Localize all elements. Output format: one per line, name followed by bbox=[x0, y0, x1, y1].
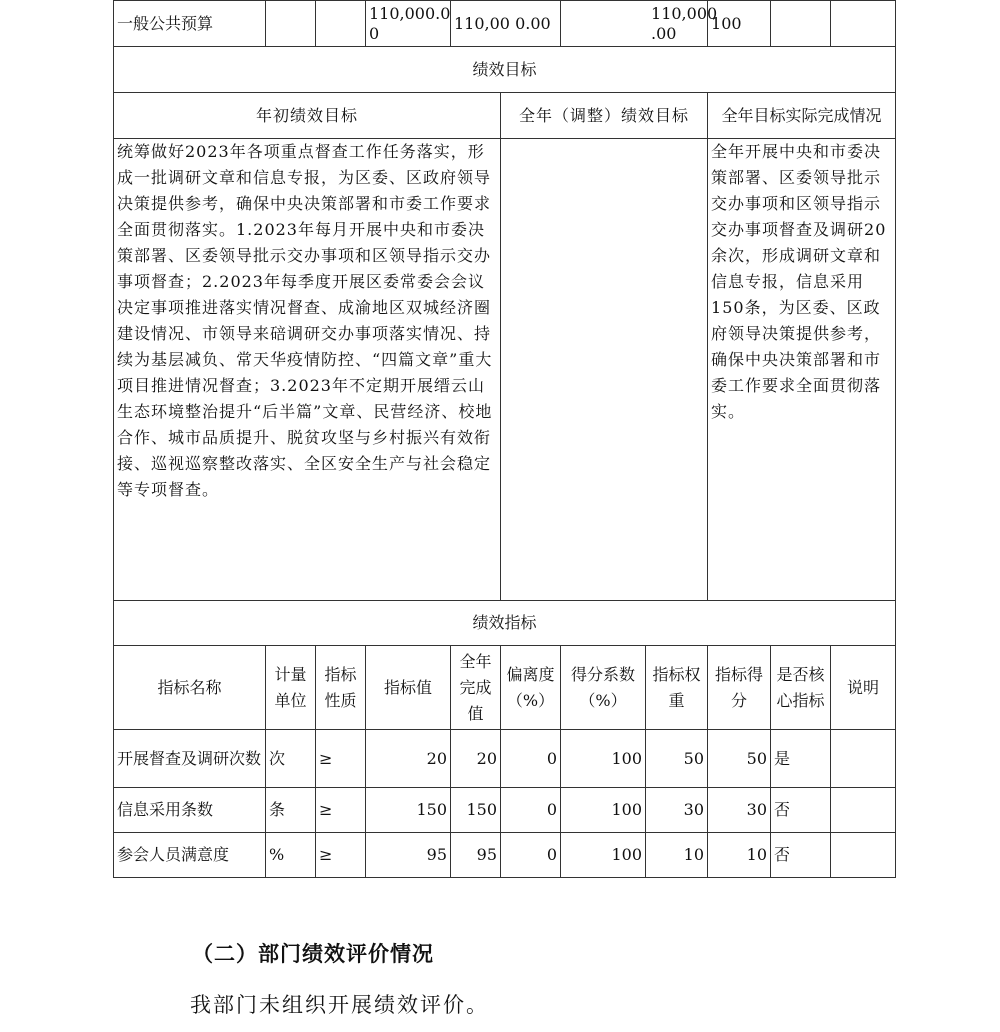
col-header-target: 指标值 bbox=[366, 646, 451, 730]
indicator-note bbox=[831, 730, 896, 788]
indicator-score: 30 bbox=[708, 788, 771, 833]
budget-value-4: 100 bbox=[708, 1, 771, 47]
indicator-done: 20 bbox=[451, 730, 501, 788]
goals-initial-text: 统筹做好2023年各项重点督查工作任务落实，形成一批调研文章和信息专报，为区委、区政府领导决策提供参考，确保中央决策部署和市委工作要求全面贯彻落实。1.2023年每月开展中央和市委决策部署、区委领导批示交办事项和区领导指示交办事项督查；2.2023年每季度开展区委常委会会议决定事项推进落实情况督查、成渝地区双城经济圈建设情况、市领导来碚调研交办事项落实情况、持续为基层减负、常天华疫情防控、“四篇文章”重大项目推进情况督查；3.2023年不定期开展缙云山生态环境整治提升“后半篇”文章、民营经济、校地合作、城市品质提升、脱贫攻坚与乡村振兴有效衔接、巡视巡察整改落实、全区安全生产与社会稳定等专项督查。 bbox=[114, 139, 501, 601]
indicators-section-title: 绩效指标 bbox=[114, 601, 896, 646]
budget-value-2: 110,00 0.00 bbox=[451, 1, 561, 47]
indicator-score: 50 bbox=[708, 730, 771, 788]
section-body-text: 我部门未组织开展绩效评价。 bbox=[190, 993, 489, 1017]
indicator-core: 否 bbox=[771, 833, 831, 878]
col-header-score: 指标得分 bbox=[708, 646, 771, 730]
indicator-core: 是 bbox=[771, 730, 831, 788]
goals-section-title: 绩效目标 bbox=[114, 47, 896, 93]
indicator-unit: 次 bbox=[266, 730, 316, 788]
indicator-coefficient: 100 bbox=[561, 788, 646, 833]
col-header-nature: 指标性质 bbox=[316, 646, 366, 730]
goals-header-actual: 全年目标实际完成情况 bbox=[708, 93, 896, 139]
table-row bbox=[114, 788, 896, 833]
section-heading: （二）部门绩效评价情况 bbox=[192, 941, 434, 966]
budget-value-1: 110,000.0 0 bbox=[366, 1, 451, 47]
indicator-unit: 条 bbox=[266, 788, 316, 833]
indicator-core: 否 bbox=[771, 788, 831, 833]
indicator-deviation: 0 bbox=[501, 833, 561, 878]
indicator-note bbox=[831, 788, 896, 833]
col-header-note: 说明 bbox=[831, 646, 896, 730]
budget-value-3: 110,000 .00 bbox=[561, 1, 708, 47]
col-header-coefficient: 得分系数（%） bbox=[561, 646, 646, 730]
budget-label: 一般公共预算 bbox=[114, 1, 266, 47]
goals-header-row bbox=[114, 93, 896, 139]
col-header-deviation: 偏离度（%） bbox=[501, 646, 561, 730]
indicator-deviation: 0 bbox=[501, 730, 561, 788]
goals-header-adjusted: 全年（调整）绩效目标 bbox=[501, 93, 708, 139]
goals-actual-text: 全年开展中央和市委决策部署、区委领导批示交办事项和区领导指示交办事项督查及调研20余次，形成调研文章和信息专报，信息采用150条，为区委、区政府领导决策提供参考，确保中央决策部署和市委工作要求全面贯彻落实。 bbox=[708, 139, 896, 601]
indicator-deviation: 0 bbox=[501, 788, 561, 833]
indicator-score: 10 bbox=[708, 833, 771, 878]
col-header-name: 指标名称 bbox=[114, 646, 266, 730]
table-row bbox=[114, 730, 896, 788]
indicator-weight: 30 bbox=[646, 788, 708, 833]
indicator-name: 参会人员满意度 bbox=[114, 833, 266, 878]
indicator-weight: 10 bbox=[646, 833, 708, 878]
indicator-coefficient: 100 bbox=[561, 730, 646, 788]
indicator-coefficient: 100 bbox=[561, 833, 646, 878]
indicator-done: 95 bbox=[451, 833, 501, 878]
indicator-done: 150 bbox=[451, 788, 501, 833]
indicator-weight: 50 bbox=[646, 730, 708, 788]
performance-table bbox=[113, 0, 896, 878]
col-header-weight: 指标权重 bbox=[646, 646, 708, 730]
col-header-unit: 计量单位 bbox=[266, 646, 316, 730]
indicator-nature: ≥ bbox=[316, 788, 366, 833]
goals-header-initial: 年初绩效目标 bbox=[114, 93, 501, 139]
indicator-unit: % bbox=[266, 833, 316, 878]
indicator-nature: ≥ bbox=[316, 833, 366, 878]
col-header-core: 是否核心指标 bbox=[771, 646, 831, 730]
indicator-target: 20 bbox=[366, 730, 451, 788]
col-header-done: 全年完成值 bbox=[451, 646, 501, 730]
indicator-name: 信息采用条数 bbox=[114, 788, 266, 833]
goals-adjusted-text bbox=[501, 139, 708, 601]
indicator-name: 开展督查及调研次数 bbox=[114, 730, 266, 788]
indicators-header-row bbox=[114, 646, 896, 730]
indicator-target: 95 bbox=[366, 833, 451, 878]
goals-content-row bbox=[114, 139, 896, 601]
indicator-note bbox=[831, 833, 896, 878]
budget-row bbox=[114, 1, 896, 47]
indicator-target: 150 bbox=[366, 788, 451, 833]
table-row bbox=[114, 833, 896, 878]
indicator-nature: ≥ bbox=[316, 730, 366, 788]
